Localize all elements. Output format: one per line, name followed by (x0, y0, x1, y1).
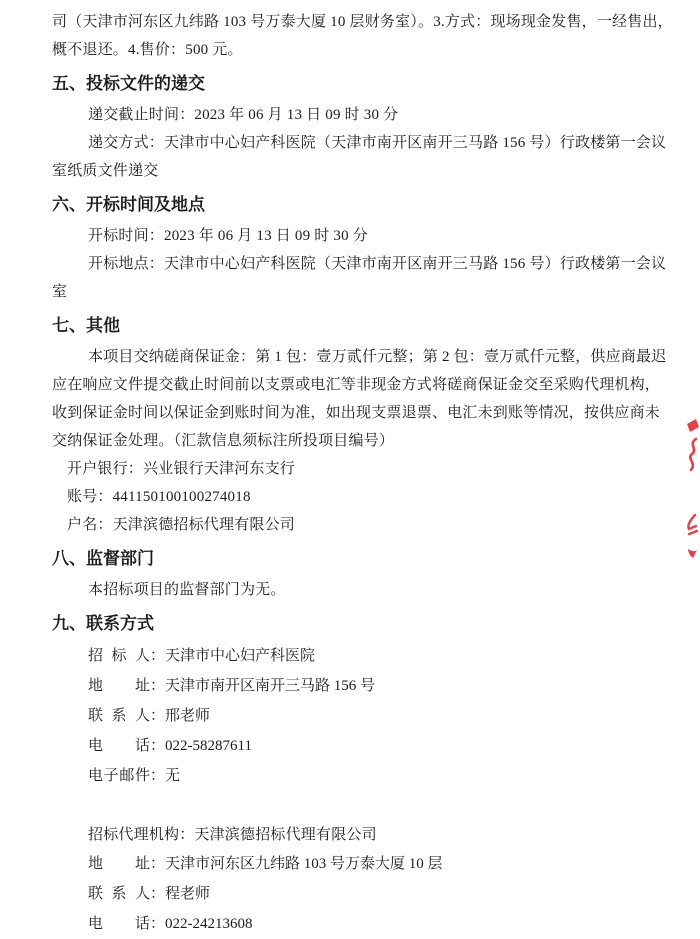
contact-colon: ： (150, 648, 166, 664)
contact-value: 天津市河东区九纬路 103 号万泰大厦 10 层 (165, 856, 443, 872)
contact-label: 招标人 (88, 648, 150, 664)
contact-value: 022-24213608 (165, 916, 253, 932)
contact-label: 联系人 (88, 886, 150, 902)
section-heading: 八、监督部门 (52, 549, 154, 568)
contact-colon: ： (150, 768, 166, 784)
contact-label: 地址 (88, 856, 150, 872)
doc-line: 递交截止时间：2023 年 06 月 13 日 09 时 30 分 (88, 107, 399, 123)
contact-label: 联系人 (88, 708, 150, 724)
doc-line: 应在响应文件提交截止时间前以支票或电汇等非现金方式将磋商保证金交至采购代理机构， (52, 377, 661, 393)
doc-line: 账号：441150100100274018 (67, 489, 251, 505)
doc-line: 概不退还。4.售价：500 元。 (52, 42, 243, 58)
doc-line: 交纳保证金处理。（汇款信息须标注所投项目编号） (52, 433, 395, 449)
doc-line: 递交方式：天津市中心妇产科医院（天津市南开区南开三马路 156 号）行政楼第一会议 (88, 135, 667, 151)
contact-row (88, 731, 648, 761)
section-heading: 七、其他 (52, 316, 120, 335)
doc-line: 本招标项目的监督部门为无。 (88, 582, 286, 598)
contact-value: 邢老师 (165, 708, 211, 724)
contact-row (88, 701, 648, 731)
contact-value: 天津市中心妇产科医院 (165, 648, 316, 664)
contact-label: 电话 (88, 916, 150, 932)
doc-line: 室 (52, 284, 68, 300)
contact-row (88, 909, 648, 939)
contact-colon: ： (150, 856, 166, 872)
contact-colon: ： (150, 708, 166, 724)
contact-row (88, 879, 648, 909)
section-heading: 六、开标时间及地点 (52, 195, 205, 214)
doc-line: 司（天津市河东区九纬路 103 号万泰大厦 10 层财务室）。3.方式：现场现金发售，一经售出， (52, 14, 673, 30)
doc-line: 开标时间：2023 年 06 月 13 日 09 时 30 分 (88, 228, 368, 244)
contact-colon: ： (150, 678, 166, 694)
contact-label: 地址 (88, 678, 150, 694)
contact-colon: ： (150, 916, 166, 932)
contact-value: 程老师 (165, 886, 211, 902)
doc-line: 收到保证金时间以保证金到账时间为准，如出现支票退票、电汇未到账等情况，按供应商未 (52, 405, 661, 421)
section-heading: 九、联系方式 (52, 614, 154, 633)
document-body (52, 8, 673, 939)
section-heading: 五、投标文件的递交 (52, 74, 205, 93)
contact-label: 电子邮件 (88, 768, 150, 784)
blank-gap (52, 791, 648, 821)
contact-label: 电话 (88, 738, 150, 754)
contact-row (88, 761, 648, 791)
contact-row (88, 641, 648, 671)
contact-row (88, 671, 648, 701)
contact-colon: ： (150, 738, 166, 754)
doc-line: 开户银行：兴业银行天津河东支行 (67, 461, 296, 477)
doc-line: 户名：天津滨德招标代理有限公司 (67, 517, 296, 533)
contact-value: 022-58287611 (165, 738, 252, 754)
doc-line: 招标代理机构：天津滨德招标代理有限公司 (88, 827, 377, 843)
doc-line: 本项目交纳磋商保证金：第 1 包：壹万贰仟元整；第 2 包：壹万贰仟元整，供应商最迟 (88, 349, 667, 365)
contact-colon: ： (150, 886, 166, 902)
contact-value: 天津市南开区南开三马路 156 号 (165, 678, 376, 694)
contact-row (88, 849, 648, 879)
contact-value: 无 (165, 768, 181, 784)
doc-line: 室纸质文件递交 (52, 163, 159, 179)
doc-line: 开标地点：天津市中心妇产科医院（天津市南开区南开三马路 156 号）行政楼第一会议 (88, 256, 667, 272)
